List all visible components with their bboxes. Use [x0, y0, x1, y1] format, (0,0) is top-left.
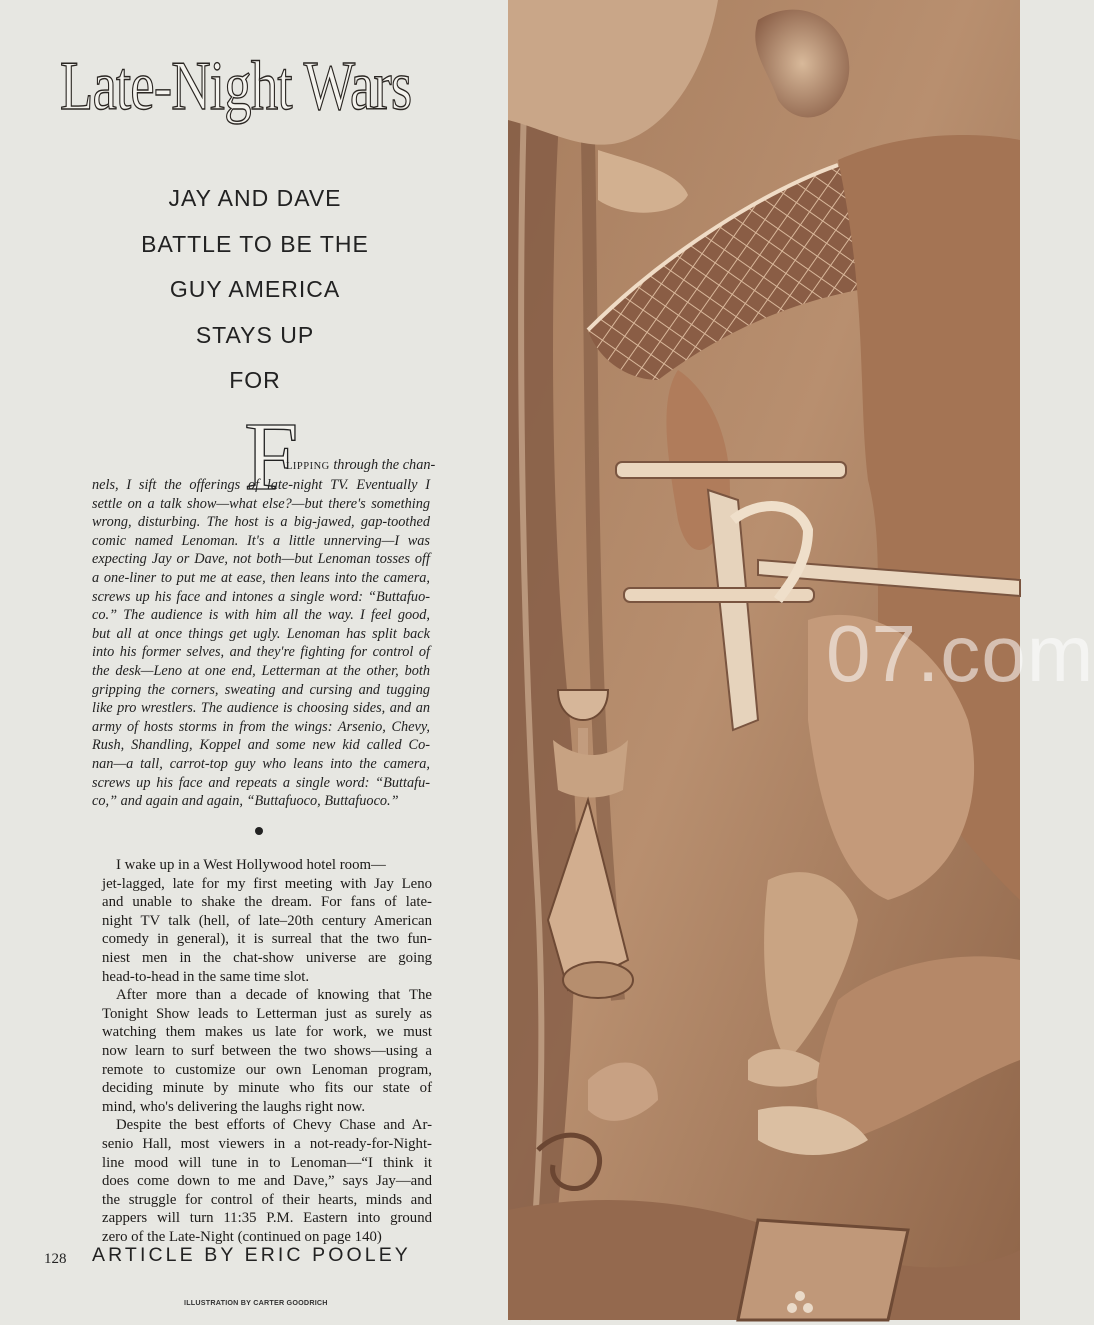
intro-line: nan—a tall, carrot-top guy who leans into the camera, — [92, 755, 430, 772]
intro-line: gripping the corners, sweating and cursing and tugging — [92, 681, 430, 698]
body-line: Tonight Show leads to Letterman just as surely as — [102, 1005, 432, 1022]
body-line: comedy in general), it is surreal that the two fun- — [102, 931, 432, 948]
illustration-credit: ILLUSTRATION BY CARTER GOODRICH — [184, 1298, 328, 1307]
body-line: I wake up in a West Hollywood hotel room— — [116, 857, 386, 873]
intro-first-line — [286, 457, 435, 474]
headline: Late-Night Wars — [60, 48, 412, 125]
body-line: now learn to surf between the two shows—using a — [102, 1042, 432, 1059]
body-text — [102, 856, 432, 1246]
body-line: zappers will turn 11:35 P.M. Eastern into ground — [102, 1210, 432, 1227]
deck-line: FOR — [229, 367, 281, 393]
body-line: the struggle for control of their hearts, minds and — [102, 1191, 432, 1208]
body-line: head-to-head in the same time slot. — [102, 968, 310, 985]
illustration — [508, 0, 1094, 1320]
body-line: jet-lagged, late for my first meeting with Jay Leno — [102, 875, 432, 892]
drop-cap: F — [244, 403, 299, 511]
intro-line: co.” The audience is with him all the way. I feel good, — [92, 607, 430, 624]
deck-line: STAYS UP — [195, 321, 315, 348]
intro-line: nels, I sift the offerings of late-night TV. Eventually I — [92, 477, 430, 493]
intro-line: wrong, disturbing. The host is a big-jawed, gap-toothed — [92, 514, 430, 531]
body-line: night TV talk (hell, of late–20th century American — [102, 912, 432, 929]
intro-line: into his former selves, and they're fighting for control of — [92, 644, 430, 661]
intro-line: the desk—Leno at one end, Letterman at the other, both — [92, 662, 430, 679]
body-line: mind, who's delivering the laughs right now. — [102, 1098, 366, 1115]
deck-line: JAY AND DAVE — [168, 185, 342, 211]
intro-line: expecting Jay or Dave, not both—but Lenoman tosses off — [92, 551, 430, 568]
intro-first-rest: through the chan- — [329, 457, 436, 473]
intro-line: screws up his face and intones a single word: “Buttafuo- — [92, 588, 430, 605]
body-line: does come down to me and Dave,” says Jay—and — [102, 1173, 432, 1190]
body-line: Despite the best efforts of Chevy Chase and Ar- — [116, 1117, 432, 1134]
watermark: 07.com — [826, 609, 1094, 698]
intro-paragraph — [92, 476, 430, 811]
body-line: remote to customize our own Lenoman program, — [102, 1061, 432, 1078]
intro-line: a one-liner to put me at ease, then leans into the camera, — [92, 569, 430, 586]
body-line: senio Hall, most viewers in a not-ready-for-Night- — [102, 1135, 432, 1152]
intro-line: but all at once things get ugly. Lenoman has split back — [92, 625, 430, 642]
body-line: deciding minute by minute who fits our state of — [102, 1080, 432, 1097]
intro-line: co,” and again and again, “Buttafuoco, Buttafuoco.” — [92, 793, 399, 810]
subheadline-deck — [95, 176, 415, 404]
body-line: zero of the Late-Night (continued on page 140) — [102, 1228, 382, 1245]
intro-line: settle on a talk show—what else?—but there's something — [92, 495, 430, 512]
section-bullet — [255, 827, 263, 835]
body-line: watching them makes us late for work, we must — [102, 1024, 432, 1041]
text-column — [0, 0, 508, 1320]
deck-line: BATTLE TO BE THE — [141, 230, 369, 257]
intro-line: army of hosts storms in from the wings: Arsenio, Chevy, — [92, 718, 430, 735]
page-number: 128 — [44, 1251, 67, 1267]
intro-smallcaps: LIPPING — [286, 461, 330, 472]
intro-line: Rush, Shandling, Koppel and some new kid called Co- — [92, 737, 430, 754]
body-line: line mood will tune in to Lenoman—“I think it — [102, 1154, 432, 1171]
body-line: and unable to shake the dream. For fans of late- — [102, 894, 432, 911]
intro-line: comic named Lenoman. It's a little unnerving—I was — [92, 532, 430, 549]
body-line: After more than a decade of knowing that The — [116, 987, 432, 1004]
intro-line: like pro wrestlers. The audience is choosing sides, and an — [92, 700, 430, 717]
body-line: niest men in the chat-show universe are going — [102, 949, 432, 966]
intro-line: screws up his face and repeats a single word: “Buttafu- — [92, 774, 430, 791]
byline: ARTICLE BY ERIC POOLEY — [92, 1244, 411, 1266]
deck-line: GUY AMERICA — [169, 276, 341, 302]
